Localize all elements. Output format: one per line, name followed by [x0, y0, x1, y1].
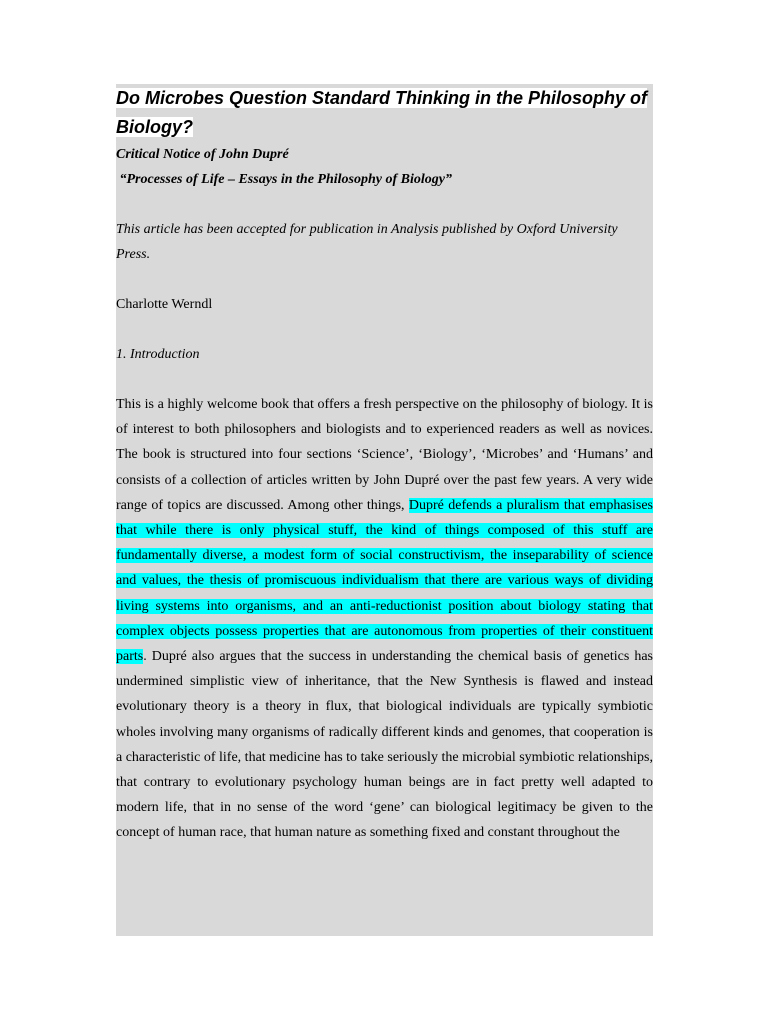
paragraph-text-end: . Dupré also argues that the success in understanding the chemical basis of genetics has undermined simplistic view of inheritance, that the New Synthesis is flawed and instead evolutionary theory is a theory in flux, that biological individuals are typically symbiotic wholes involving many organisms of radically different kinds and genomes, that cooperation is a characteristic of life, that medicine has to take seriously the microbial symbiotic relationships, that contrary to evolutionary psychology human beings are in fact pretty well adapted to modern life, that in no sense of the word ‘gene’ can biological legitimacy be given to the concept of human race, that human nature as something fixed and constant throughout the	[116, 649, 653, 841]
publication-note: This article has been accepted for publication in Analysis published by Oxford University Press.	[116, 222, 618, 262]
paragraph-text-start: This is a highly welcome book that offers a fresh perspective on the philosophy of biology. It is of interest to both philosophers and biologists and to experienced readers as well as novices. The book is structured into four sections ‘Science’, ‘Biology’, ‘Microbes’ and ‘Humans’ and consists of a collection of articles written by John Dupré over the past few years. A very wide range of topics are discussed. Among other things,	[116, 397, 653, 513]
author-name: Charlotte Werndl	[116, 297, 213, 312]
article-title	[116, 84, 653, 142]
article-title-text: Do Microbes Question Standard Thinking in the Philosophy of Biology?	[116, 88, 648, 137]
critical-notice-line: Critical Notice of John Dupré	[116, 147, 289, 162]
document-text-block	[116, 84, 653, 936]
highlighted-passage: Dupré defends a pluralism that emphasises that while there is only physical stuff, the kind of things composed of this stuff are fundamentally diverse, a modest form of social constructivism, the inseparability of science and values, the thesis of promiscuous individualism that there are various ways of dividing living systems into organisms, and an anti-reductionist position about biology stating that complex objects possess properties that are autonomous from properties of their constituent parts	[116, 497, 653, 665]
introduction-paragraph	[116, 392, 653, 846]
section-heading: 1. Introduction	[116, 347, 200, 362]
book-title-line: “Processes of Life – Essays in the Philosophy of Biology”	[116, 172, 452, 187]
